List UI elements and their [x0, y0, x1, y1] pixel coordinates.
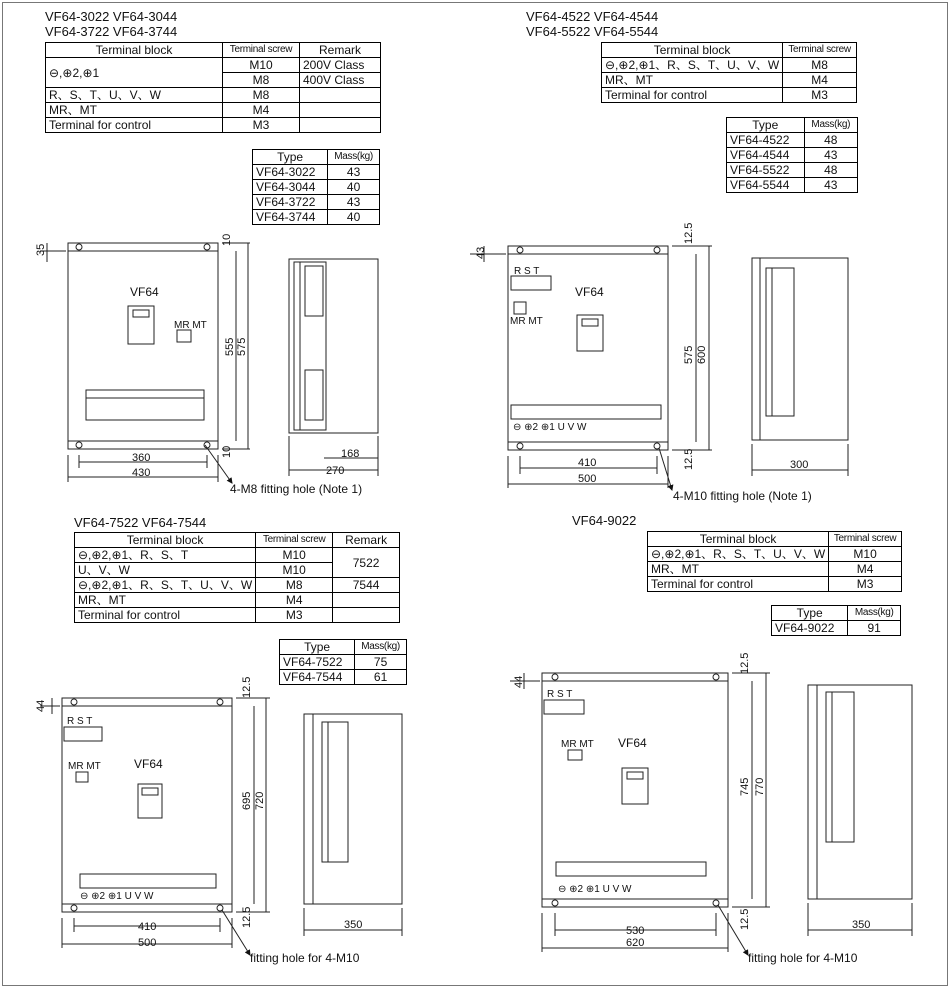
- s4-row0-block: ⊖,⊕2,⊕1、R、S、T、U、V、W: [648, 547, 829, 562]
- s1-mass3-value: 40: [328, 210, 380, 225]
- s2-dim-top: 43: [475, 246, 487, 259]
- s4-row1-screw: M4: [829, 562, 902, 577]
- s3-dim-w2: 500: [138, 937, 157, 949]
- s1-row3-block: MR、MT: [46, 103, 223, 118]
- s2-dim-d2: 300: [790, 459, 809, 471]
- s3-row3-block: MR、MT: [75, 593, 256, 608]
- s3-row0-block: ⊖,⊕2,⊕1、R、S、T: [75, 548, 256, 563]
- s1-mass2-value: 43: [328, 195, 380, 210]
- s2-row0-screw: M8: [783, 58, 857, 73]
- s3-bottom-labels: ⊖ ⊕2 ⊕1 U V W: [80, 891, 154, 902]
- s4-dim-h2: 770: [754, 777, 766, 796]
- s2-head-block: Terminal block: [602, 43, 783, 58]
- s4-mass-head-mass: Mass(kg): [848, 606, 901, 621]
- s1-row0-remark: 200V Class: [300, 58, 381, 73]
- s3-dim-top: 44: [35, 699, 47, 712]
- s2-fitting-note: 4-M10 fitting hole (Note 1): [673, 489, 812, 503]
- s2-rst-label: R S T: [514, 266, 540, 277]
- s3-mass-table: [279, 639, 407, 685]
- s1-dim-top: 35: [35, 243, 47, 256]
- s4-mass-head-type: Type: [772, 606, 848, 621]
- s2-dim-w1: 410: [578, 457, 597, 469]
- s3-mass-head-mass: Mass(kg): [355, 640, 407, 655]
- s4-mass0-value: 91: [848, 621, 901, 636]
- s4-head-block: Terminal block: [648, 532, 829, 547]
- s4-head-screw: Terminal screw: [829, 532, 902, 547]
- s1-row2-screw: M8: [223, 88, 300, 103]
- s4-dim-h1: 745: [739, 777, 751, 796]
- s2-mass-head-type: Type: [727, 118, 805, 133]
- s3-row2-block: ⊖,⊕2,⊕1、R、S、T、U、V、W: [75, 578, 256, 593]
- s2-dim-ten-bot: 12.5: [683, 448, 695, 470]
- s3-dim-ten-top: 12.5: [241, 676, 253, 698]
- s4-title: VF64-9022: [572, 513, 637, 528]
- s3-rst-label: R S T: [67, 716, 93, 727]
- s1-row4-block: Terminal for control: [46, 118, 223, 133]
- s1-mass2-type: VF64-3722: [253, 195, 328, 210]
- s3-mass0-value: 75: [355, 655, 407, 670]
- s1-row3-remark: [300, 103, 381, 118]
- s4-dim-d2: 350: [852, 919, 871, 931]
- s1-row0-screw: M10: [223, 58, 300, 73]
- s2-dim-ten-top: 12.5: [683, 222, 695, 244]
- s4-terminal-table: [647, 531, 902, 592]
- s1-fitting-note: 4-M8 fitting hole (Note 1): [230, 482, 363, 496]
- s4-row0-screw: M10: [829, 547, 902, 562]
- s4-dim-ten-bot: 12.5: [739, 908, 751, 930]
- s1-dim-ten-bot: 10: [221, 445, 233, 458]
- s1-mass0-type: VF64-3022: [253, 165, 328, 180]
- s3-title: VF64-7522 VF64-7544: [74, 515, 207, 530]
- s1-mass-head-mass: Mass(kg): [328, 150, 380, 165]
- s1-head-remark: Remark: [300, 43, 381, 58]
- s3-row4-remark: [333, 608, 400, 623]
- s3-row3-screw: M4: [256, 593, 333, 608]
- s2-row1-screw: M4: [783, 73, 857, 88]
- s1-head-block: Terminal block: [46, 43, 223, 58]
- s3-row1-screw: M10: [256, 563, 333, 578]
- s3-row0-screw: M10: [256, 548, 333, 563]
- s2-mass1-value: 43: [804, 148, 857, 163]
- s2-mass0-value: 48: [804, 133, 857, 148]
- s2-mass2-type: VF64-5522: [727, 163, 805, 178]
- s4-row2-block: Terminal for control: [648, 577, 829, 592]
- s2-mrmt-label: MR MT: [510, 316, 543, 327]
- s4-brand-label: VF64: [618, 736, 647, 750]
- s3-head-screw: Terminal screw: [256, 533, 333, 548]
- s1-dim-d2: 270: [326, 465, 345, 477]
- s1-head-screw: Terminal screw: [223, 43, 300, 58]
- s2-mass3-value: 43: [804, 178, 857, 193]
- s4-dim-top: 44: [513, 675, 525, 688]
- s3-mass-head-type: Type: [280, 640, 355, 655]
- s1-dim-h2: 575: [236, 337, 248, 356]
- s1-mass3-type: VF64-3744: [253, 210, 328, 225]
- s2-mass1-type: VF64-4544: [727, 148, 805, 163]
- s2-mass2-value: 48: [804, 163, 857, 178]
- s3-fitting-note: fitting hole for 4-M10: [250, 951, 360, 965]
- s1-dim-w1: 360: [132, 452, 151, 464]
- s2-title-line2: VF64-5522 VF64-5544: [526, 24, 659, 39]
- s1-brand-label: VF64: [130, 285, 159, 299]
- s1-row1-remark: 400V Class: [300, 73, 381, 88]
- s2-head-screw: Terminal screw: [783, 43, 857, 58]
- s1-dim-d1: 168: [341, 448, 360, 460]
- s1-row4-remark: [300, 118, 381, 133]
- s2-brand-label: VF64: [575, 285, 604, 299]
- s2-dim-w2: 500: [578, 473, 597, 485]
- s3-dim-ten-bot: 12.5: [241, 906, 253, 928]
- s2-row0-block: ⊖,⊕2,⊕1、R、S、T、U、V、W: [602, 58, 783, 73]
- s2-dim-h1: 575: [683, 345, 695, 364]
- s1-mass1-value: 40: [328, 180, 380, 195]
- s1-terminal-table: [45, 42, 381, 133]
- s3-mass1-value: 61: [355, 670, 407, 685]
- s3-row2-remark: 7544: [333, 578, 400, 593]
- s3-mass0-type: VF64-7522: [280, 655, 355, 670]
- s3-dim-w1: 410: [138, 921, 157, 933]
- s2-row1-block: MR、MT: [602, 73, 783, 88]
- s1-mass0-value: 43: [328, 165, 380, 180]
- s1-row3-screw: M4: [223, 103, 300, 118]
- s1-dim-w2: 430: [132, 467, 151, 479]
- s4-rst-label: R S T: [547, 689, 573, 700]
- s1-row1-screw: M8: [223, 73, 300, 88]
- s4-dim-w2: 620: [626, 937, 645, 949]
- s4-row1-block: MR、MT: [648, 562, 829, 577]
- s1-title-line2: VF64-3722 VF64-3744: [45, 24, 178, 39]
- s3-row0-remark: 7522: [333, 548, 400, 578]
- s2-row2-block: Terminal for control: [602, 88, 783, 103]
- s1-mass1-type: VF64-3044: [253, 180, 328, 195]
- s4-mass0-type: VF64-9022: [772, 621, 848, 636]
- s3-terminal-table: [74, 532, 400, 623]
- s2-terminal-table: [601, 42, 857, 103]
- s1-mass-head-type: Type: [253, 150, 328, 165]
- s2-mass-table: [726, 117, 858, 193]
- s3-mrmt-label: MR MT: [68, 761, 101, 772]
- s4-dim-ten-top: 12.5: [739, 652, 751, 674]
- s1-row4-screw: M3: [223, 118, 300, 133]
- s1-dim-h1: 555: [224, 337, 236, 356]
- s4-bottom-labels: ⊖ ⊕2 ⊕1 U V W: [558, 884, 632, 895]
- s2-mass-head-mass: Mass(kg): [804, 118, 857, 133]
- s3-row4-screw: M3: [256, 608, 333, 623]
- s3-head-block: Terminal block: [75, 533, 256, 548]
- s1-dim-ten-top: 10: [221, 233, 233, 246]
- s3-dim-h2: 720: [254, 791, 266, 810]
- s1-mrmt-label: MR MT: [174, 320, 207, 331]
- s4-row2-screw: M3: [829, 577, 902, 592]
- s2-title-line1: VF64-4522 VF64-4544: [526, 9, 659, 24]
- s1-title-line1: VF64-3022 VF64-3044: [45, 9, 178, 24]
- s3-row1-block: U、V、W: [75, 563, 256, 578]
- s4-fitting-note: fitting hole for 4-M10: [748, 951, 858, 965]
- s2-mass3-type: VF64-5544: [727, 178, 805, 193]
- s1-row0-block: ⊖,⊕2,⊕1: [46, 58, 223, 88]
- s3-dim-h1: 695: [241, 791, 253, 810]
- s1-mass-table: [252, 149, 380, 225]
- s2-bottom-labels: ⊖ ⊕2 ⊕1 U V W: [513, 422, 587, 433]
- s2-mass0-type: VF64-4522: [727, 133, 805, 148]
- s2-row2-screw: M3: [783, 88, 857, 103]
- s3-dim-d2: 350: [344, 919, 363, 931]
- s1-row2-block: R、S、T、U、V、W: [46, 88, 223, 103]
- s3-row3-remark: [333, 593, 400, 608]
- s4-dim-w1: 530: [626, 925, 645, 937]
- s3-brand-label: VF64: [134, 757, 163, 771]
- s2-dim-h2: 600: [696, 345, 708, 364]
- s4-mass-table: [771, 605, 901, 636]
- s3-row4-block: Terminal for control: [75, 608, 256, 623]
- s3-mass1-type: VF64-7544: [280, 670, 355, 685]
- s3-head-remark: Remark: [333, 533, 400, 548]
- s4-mrmt-label: MR MT: [561, 739, 594, 750]
- s1-row2-remark: [300, 88, 381, 103]
- s3-row2-screw: M8: [256, 578, 333, 593]
